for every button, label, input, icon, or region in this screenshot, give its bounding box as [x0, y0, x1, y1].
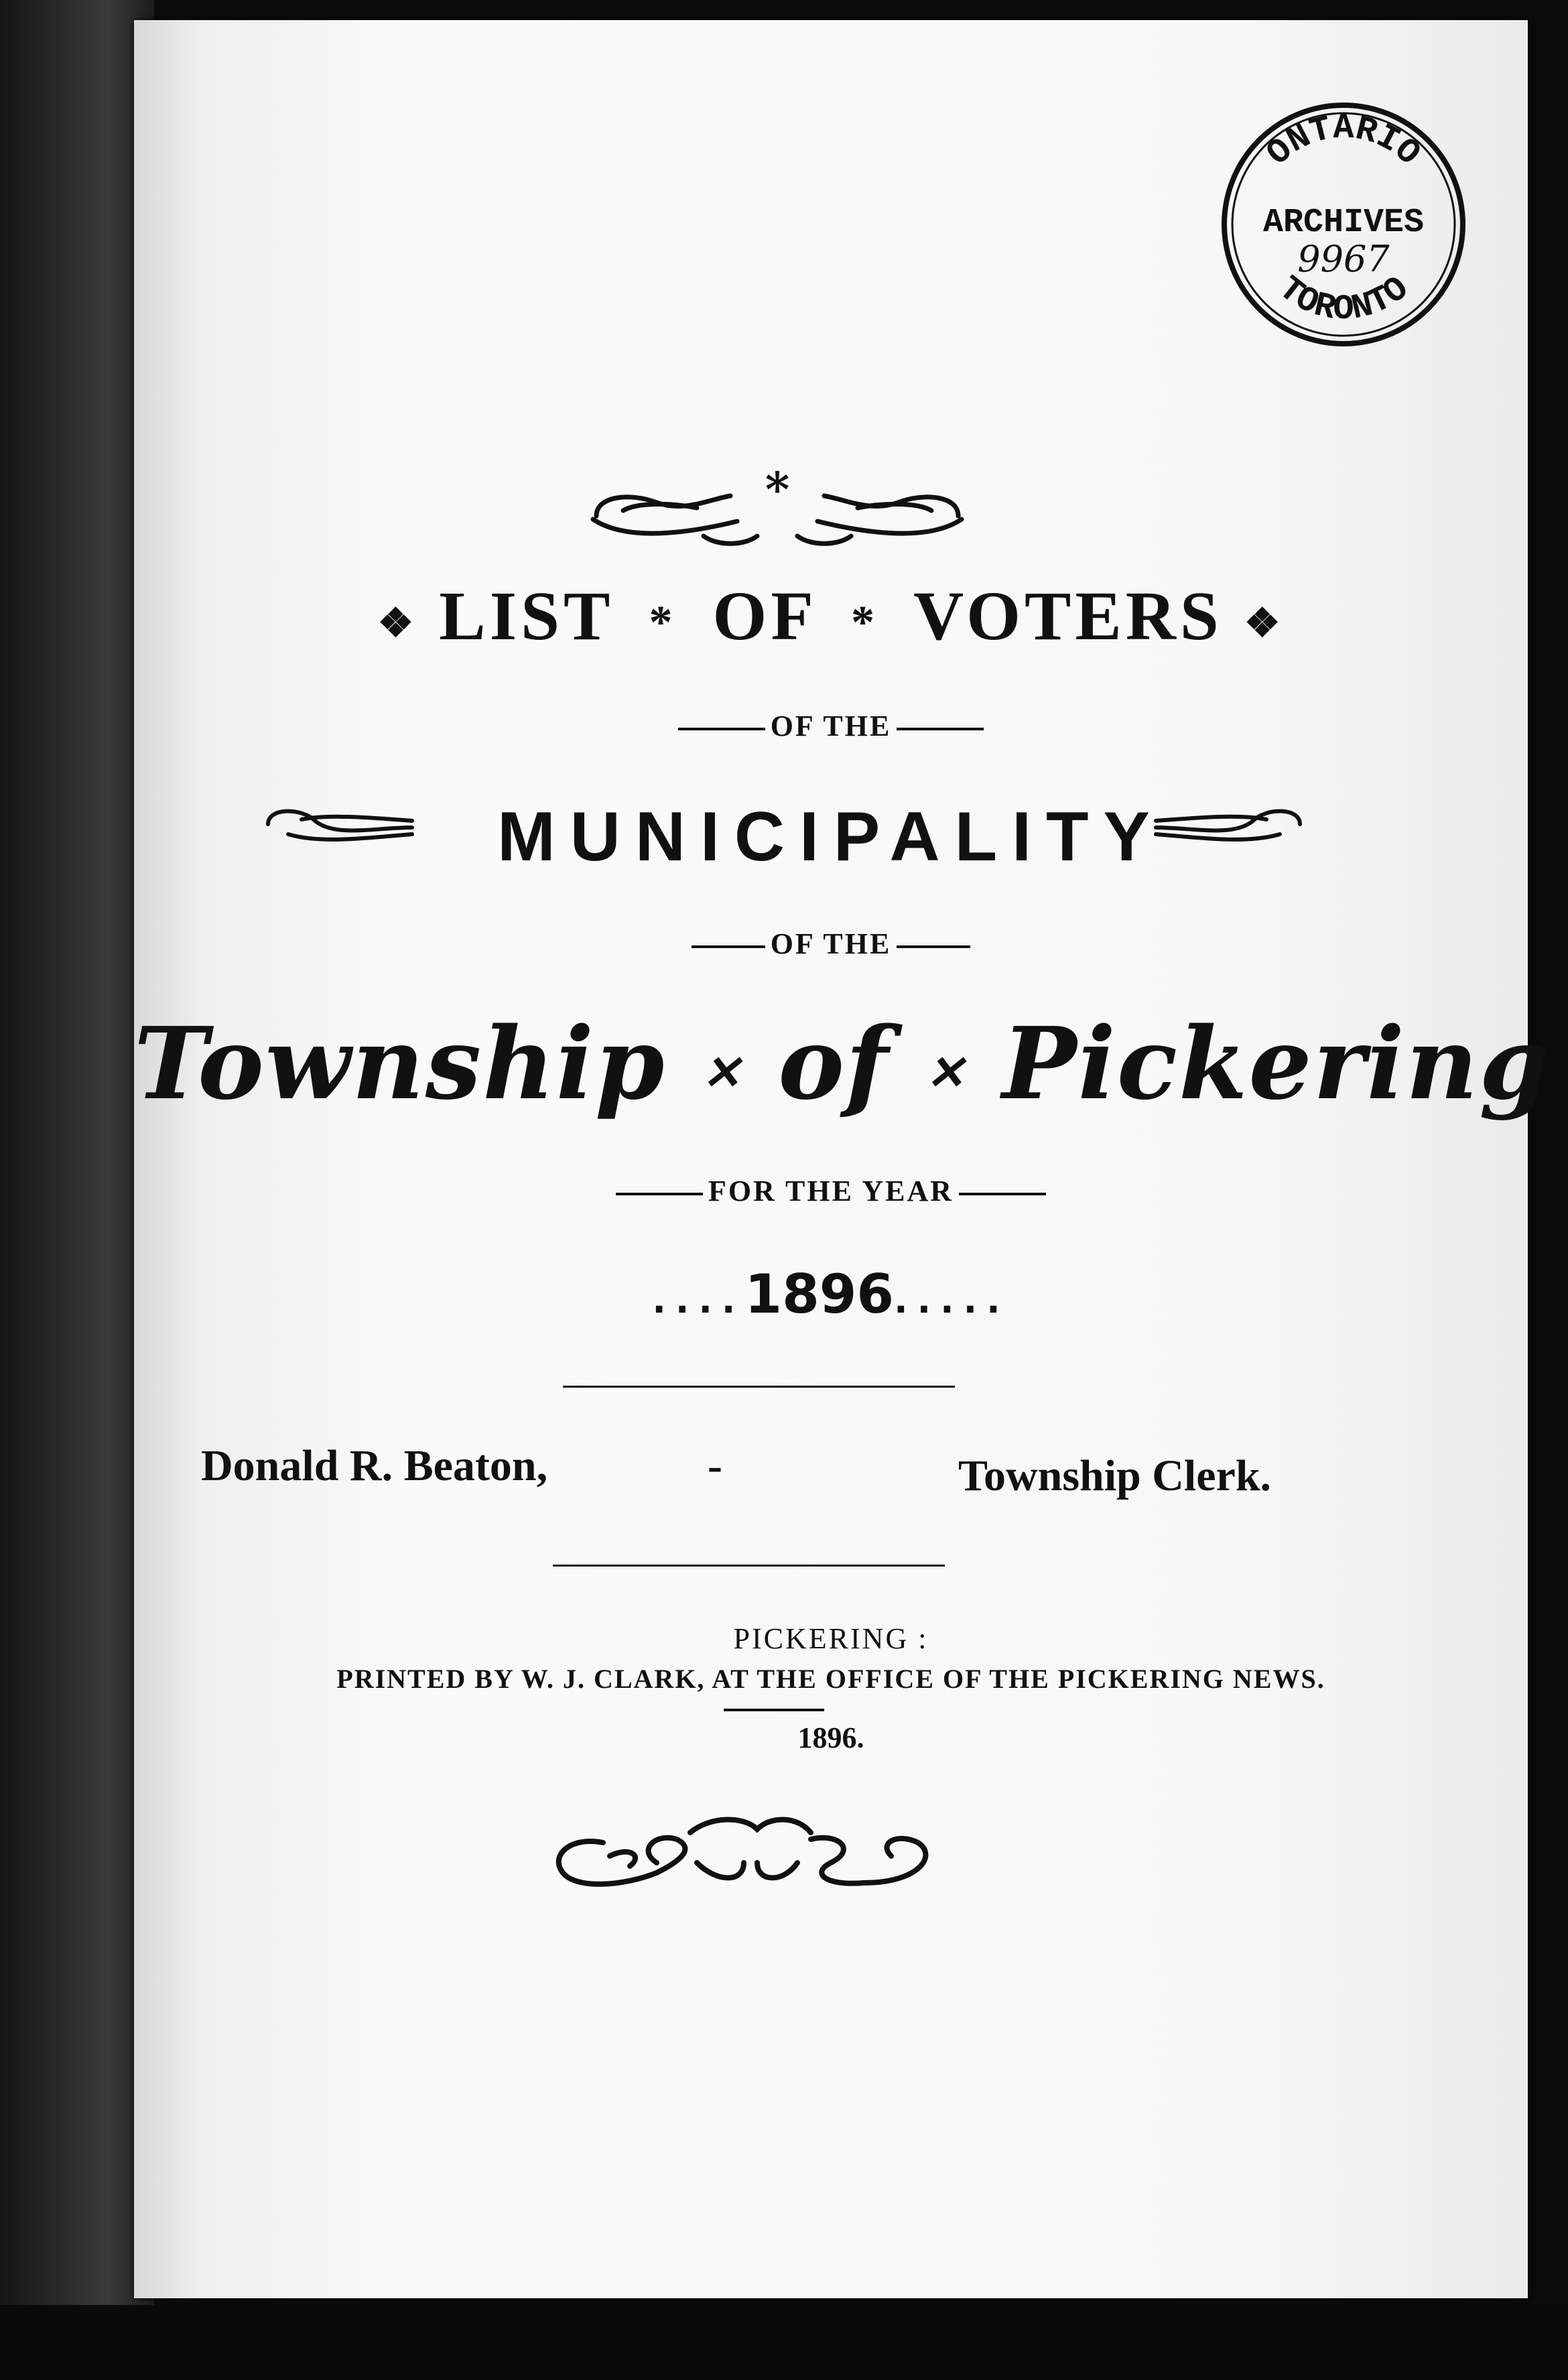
stamp-middle-text: ARCHIVES	[1262, 204, 1425, 242]
scroll-ornament-bottom	[543, 1809, 945, 1896]
rule-right	[897, 945, 970, 948]
of-the-line-1	[134, 709, 1528, 743]
clerk-title: Township Clerk.	[958, 1451, 1272, 1500]
for-the-year-text: FOR THE YEAR	[708, 1175, 954, 1207]
leader-dots: ....	[652, 1279, 745, 1321]
main-title	[134, 576, 1528, 656]
imprint-place: PICKERING :	[733, 1622, 929, 1655]
fleuron-left-icon: ❖	[377, 601, 418, 646]
imprint-printer: PRINTED BY W. J. CLARK, AT THE OFFICE OF THE PICKERING NEWS.	[336, 1664, 1325, 1694]
leader-dots: .....	[894, 1279, 1010, 1321]
rule-left	[678, 728, 765, 730]
rule-right	[959, 1193, 1046, 1195]
township-word: Township	[134, 1005, 666, 1122]
of-the-line-2	[134, 927, 1528, 961]
of-the-text-2: OF THE	[770, 927, 892, 960]
for-the-year-line	[134, 1174, 1528, 1208]
imprint-year: 1896.	[797, 1721, 864, 1754]
township-heading	[134, 1005, 1550, 1122]
divider-rule	[563, 1386, 955, 1388]
title-word-voters: VOTERS	[913, 578, 1223, 655]
title-page	[134, 20, 1528, 2298]
municipality-heading: MUNICIPALITY	[497, 798, 1165, 876]
svg-text:*: *	[765, 469, 790, 517]
year-line	[134, 1263, 1528, 1325]
title-separator: *	[649, 597, 677, 649]
divider-rule	[553, 1565, 945, 1567]
of-the-text-1: OF THE	[770, 710, 892, 742]
rule-left	[616, 1193, 703, 1195]
short-rule	[724, 1709, 824, 1711]
stamp-top-text: ONTARIO	[1259, 109, 1428, 174]
title-word-of: OF	[712, 578, 815, 655]
year-text: 1896	[744, 1263, 895, 1325]
rule-left	[692, 945, 765, 948]
stamp-number: 9967	[1297, 238, 1390, 280]
stamp-bottom-text: TORONTO	[1270, 269, 1417, 329]
clerk-dash: -	[708, 1441, 722, 1490]
clerk-name: Donald R. Beaton,	[201, 1441, 548, 1490]
x-ornament-icon: ✕	[925, 1045, 966, 1100]
title-word-list: LIST	[439, 578, 613, 655]
scan-border	[0, 2305, 1568, 2380]
book-spine	[0, 0, 154, 2380]
archives-stamp	[1216, 97, 1471, 352]
scroll-ornament-top	[583, 469, 972, 556]
pickering-word: Pickering	[1002, 1005, 1550, 1122]
fleuron-right-icon: ❖	[1244, 601, 1285, 646]
rule-right	[897, 728, 984, 730]
of-word: of	[778, 1005, 890, 1122]
x-ornament-icon: ✕	[702, 1045, 742, 1100]
title-separator: *	[851, 597, 878, 649]
